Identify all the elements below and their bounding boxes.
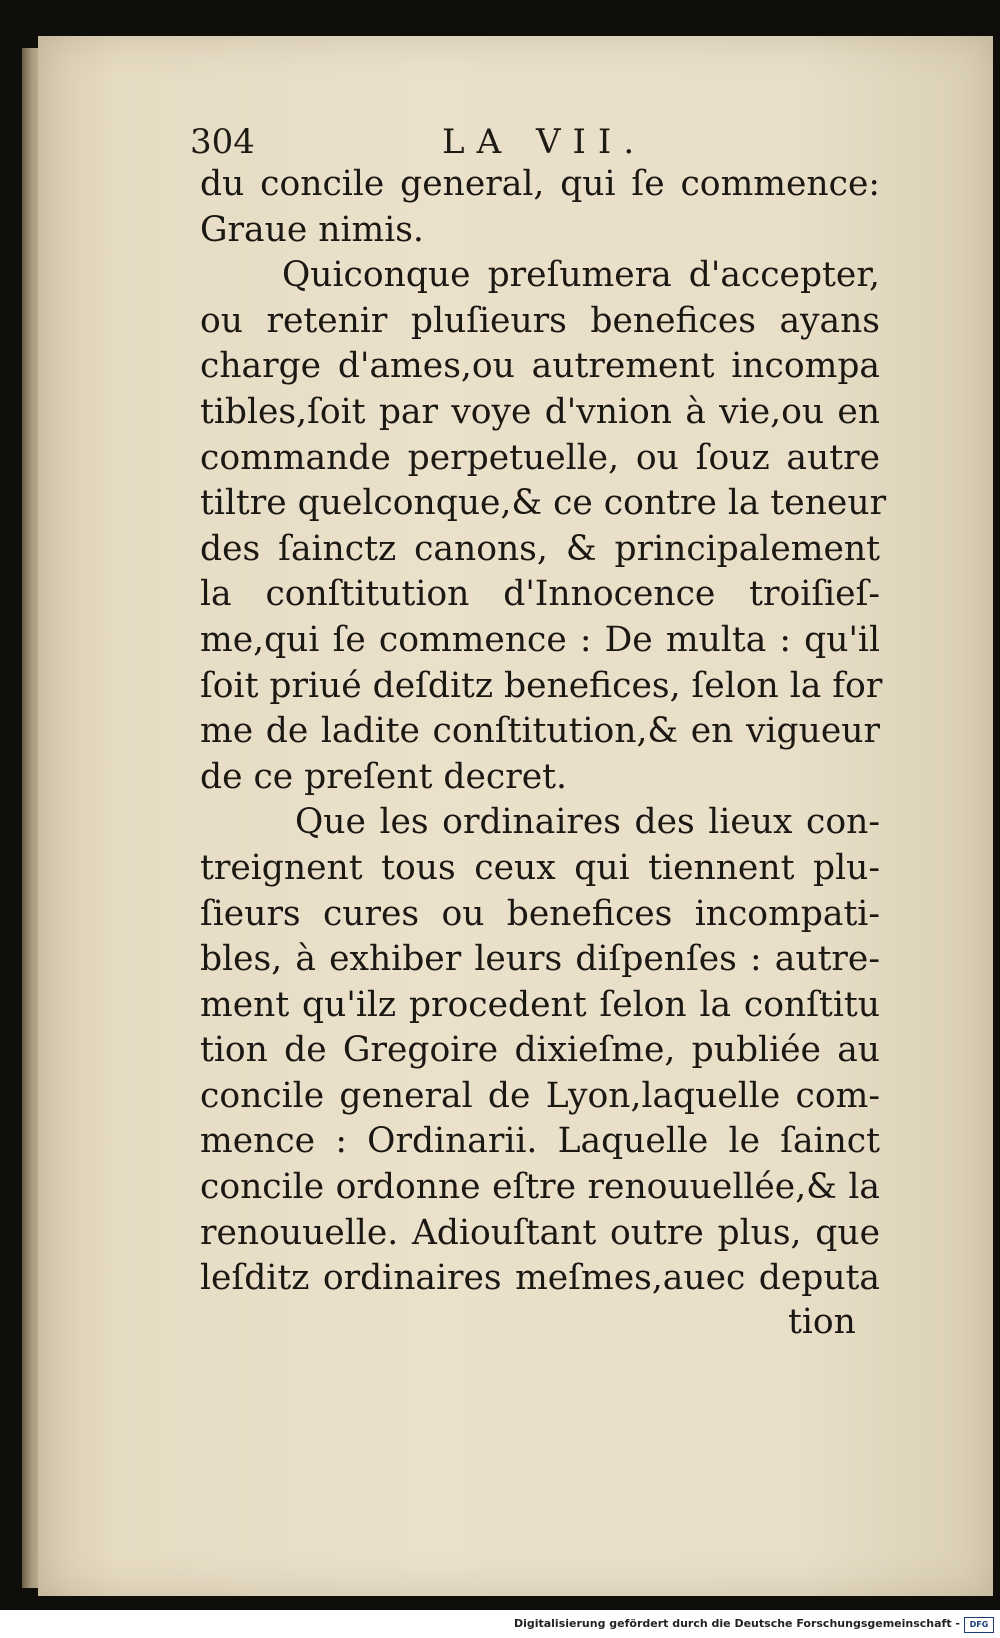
text-line: me de ladite conſtitution,& en vigueur — [200, 711, 880, 752]
dfg-logo: DFG — [964, 1617, 994, 1633]
text-line: renouuelle. Adiouſtant outre plus, que — [200, 1212, 880, 1253]
text-line: Graue nimis. — [200, 209, 424, 250]
body-text — [200, 162, 887, 1302]
text-line: ſoit priué deſditz benefices, ſelon la for — [200, 665, 883, 706]
text-line: Quiconque preſumera d'accepter, — [282, 255, 880, 296]
text-line: de ce preſent decret. — [200, 756, 567, 797]
text-line: treignent tous ceux qui tiennent plu- — [200, 847, 880, 888]
text-line: ment qu'ilz procedent ſelon la conſtitu — [200, 984, 880, 1025]
running-title: LA VII. — [442, 122, 647, 162]
text-line: ou retenir pluſieurs benefices ayans — [200, 300, 880, 341]
digitization-footer — [0, 1610, 1000, 1638]
text-line: me,qui ſe commence : De multa : qu'il — [200, 619, 880, 660]
text-line: leſditz ordinaires meſmes,auec deputa — [200, 1258, 880, 1299]
text-line: concile general de Lyon,laquelle com- — [200, 1075, 880, 1116]
text-line: des ſainctz canons, & principalement — [200, 528, 880, 569]
text-line: ſieurs cures ou benefices incompati- — [200, 893, 880, 934]
text-line: tiltre quelconque,& ce contre la teneur — [200, 483, 887, 524]
text-line: tion de Gregoire dixieſme, publiée au — [200, 1030, 880, 1071]
text-line: charge d'ames,ou autrement incompa — [200, 346, 880, 387]
catchword: tion — [788, 1302, 856, 1342]
text-line: bles, à exhiber leurs diſpenſes : autre- — [200, 939, 880, 980]
text-line: la conſtitution d'Innocence troiſieſ- — [200, 574, 880, 615]
text-line: du concile general, qui ſe commence: — [200, 164, 880, 204]
text-line: concile ordonne eſtre renouuellée,& la — [200, 1167, 880, 1208]
text-line: commande perpetuelle, ou ſouz autre — [200, 437, 880, 478]
text-line: mence : Ordinarii. Laquelle le ſainct — [200, 1121, 880, 1162]
page-number: 304 — [190, 122, 255, 162]
text-line: Que les ordinaires des lieux con- — [295, 802, 880, 843]
funding-credit: Digitalisierung gefördert durch die Deutsche Forschungsgemeinschaft - — [513, 1617, 960, 1630]
text-line: tibles,ſoit par voye d'vnion à vie,ou en — [200, 391, 880, 432]
